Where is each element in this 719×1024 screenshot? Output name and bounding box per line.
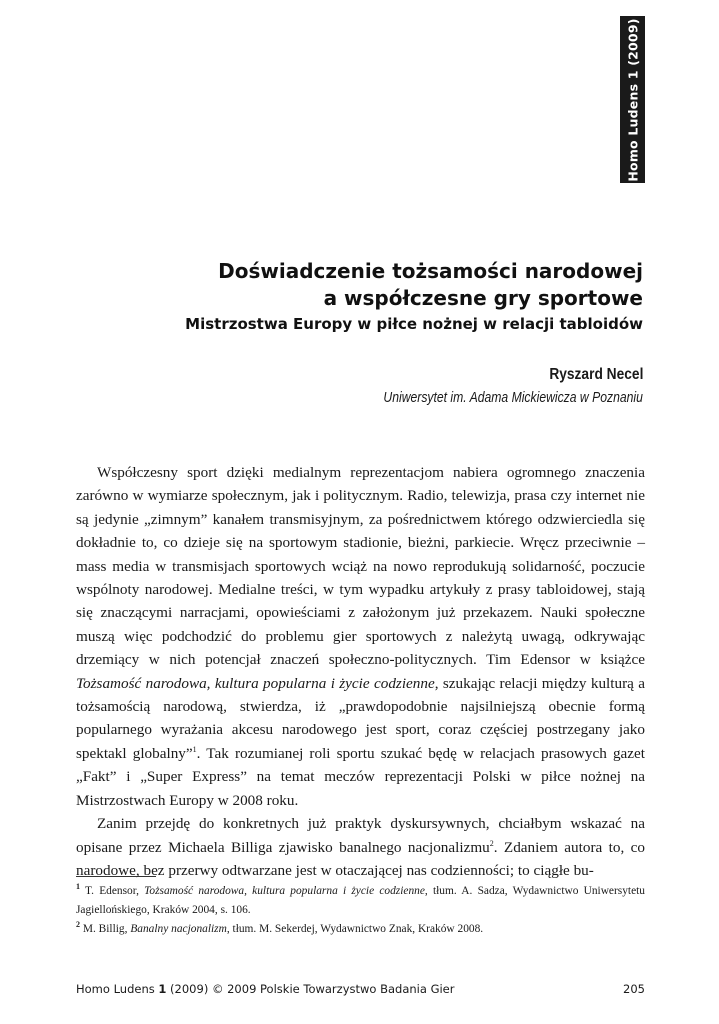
footnote-ref-2: 2: [489, 838, 494, 848]
author-affiliation: Uniwersytet im. Adama Mickiewicza w Poznaniu: [383, 390, 643, 406]
footnote-2-title: Banalny nacjonalizm: [130, 923, 227, 935]
paragraph-1: [76, 461, 645, 812]
paragraph-2-text-b: . Zdaniem autora to, co narodowe, bez przerwy odtwarzane jest w otaczającej nas codzienności; to ciągłe bu-: [76, 838, 646, 879]
title-block: [185, 258, 643, 334]
footnote-1: [76, 882, 645, 920]
footnote-2-post: , tłum. M. Sekerdej, Wydawnictwo Znak, Kraków 2008.: [226, 923, 484, 935]
article-body: [76, 461, 645, 882]
article-subtitle: Mistrzostwa Europy w piłce nożnej w relacji tabloidów: [185, 315, 643, 333]
journal-side-tab: [620, 16, 645, 183]
footnotes: [76, 882, 645, 939]
footnote-1-number: 1: [76, 882, 80, 892]
footnote-2-number: 2: [76, 920, 80, 930]
footnote-ref-1: 1: [192, 744, 197, 754]
footnote-divider: [76, 876, 156, 877]
footnote-1-post: , tłum. A. Sadza, Wydawnictwo Uniwersytetu Jagiellońskiego, Kraków 2004, s. 106.: [76, 885, 645, 916]
footer-copyright: (2009) © 2009 Polskie Towarzystwo Badania Gier: [166, 982, 455, 996]
article-title-line-1: Doświadczenie tożsamości narodowej: [218, 259, 643, 283]
footnote-2-pre: M. Billig,: [80, 923, 131, 935]
paragraph-1-text-c: . Tak rozumianej roli sportu szukać będę w relacjach prasowych gazet „Fakt” i „Super Express” na temat meczów reprezentacji Polski w piłce nożnej na Mistrzostwach Europy w 2008 roku.: [76, 744, 645, 809]
book-title-italic: Tożsamość narodowa, kultura popularna i życie codzienne: [76, 674, 435, 692]
footnote-2: [76, 920, 645, 939]
paragraph-2: [76, 812, 645, 882]
article-title-line-2: a współczesne gry sportowe: [323, 286, 643, 310]
journal-side-tab-label: Homo Ludens 1 (2009): [625, 17, 640, 182]
footer-journal: Homo Ludens: [76, 982, 159, 996]
footnote-1-pre: T. Edensor,: [80, 885, 145, 897]
page-footer: [76, 982, 645, 1000]
footer-citation: [76, 982, 454, 996]
footer-volume: 1: [158, 982, 167, 996]
paragraph-2-text-a: Zanim przejdę do konkretnych już praktyk dyskursywnych, chciałbym wskazać na opisane przez Michaela Billiga zjawisko banalnego nacjonalizmu: [76, 815, 645, 856]
author-name: Ryszard Necel: [548, 366, 643, 383]
paragraph-1-text-a: Współczesny sport dzięki medialnym reprezentacjom nabiera ogromnego znaczenia zarówno w wymiarze społecznym, jak i politycznym. Radio, telewizja, prasa czy internet nie są jedynie „zimnym” kanałem transmisyjnym, za pośrednictwem którego odzwierciedla się dokładnie to, co dzieje się na sportowym stadionie, bieżni, parkiecie. Wręcz przeciwnie – mass media w transmisjach sportowych wciąż na nowo reprodukują solidarność, poczucie wspólnoty narodowej. Medialne treści, w tym wypadku artykuły z prasy tabloidowej, stają się znaczącymi narracjami, opowieściami z założonym już przekazem. Nauki społeczne muszą więc podchodzić do problemu gier sportowych z należytą uwagą, odkrywając drzemiący w nich potencjał znaczeń społeczno-politycznych. Tim Edensor w książce: [76, 464, 645, 669]
footnote-1-title: Tożsamość narodowa, kultura popularna i życie codzienne: [144, 885, 425, 897]
page-number: 205: [623, 982, 645, 996]
paragraph-1-text-b: , szukając relacji między kulturą a tożsamością narodową, stwierdza, iż „prawdopodobnie najsilniejszą obecnie formą popularnego wyrażania akcesu narodowego jest sport, coraz częściej postrzegany jako spektakl globalny”: [76, 674, 645, 762]
